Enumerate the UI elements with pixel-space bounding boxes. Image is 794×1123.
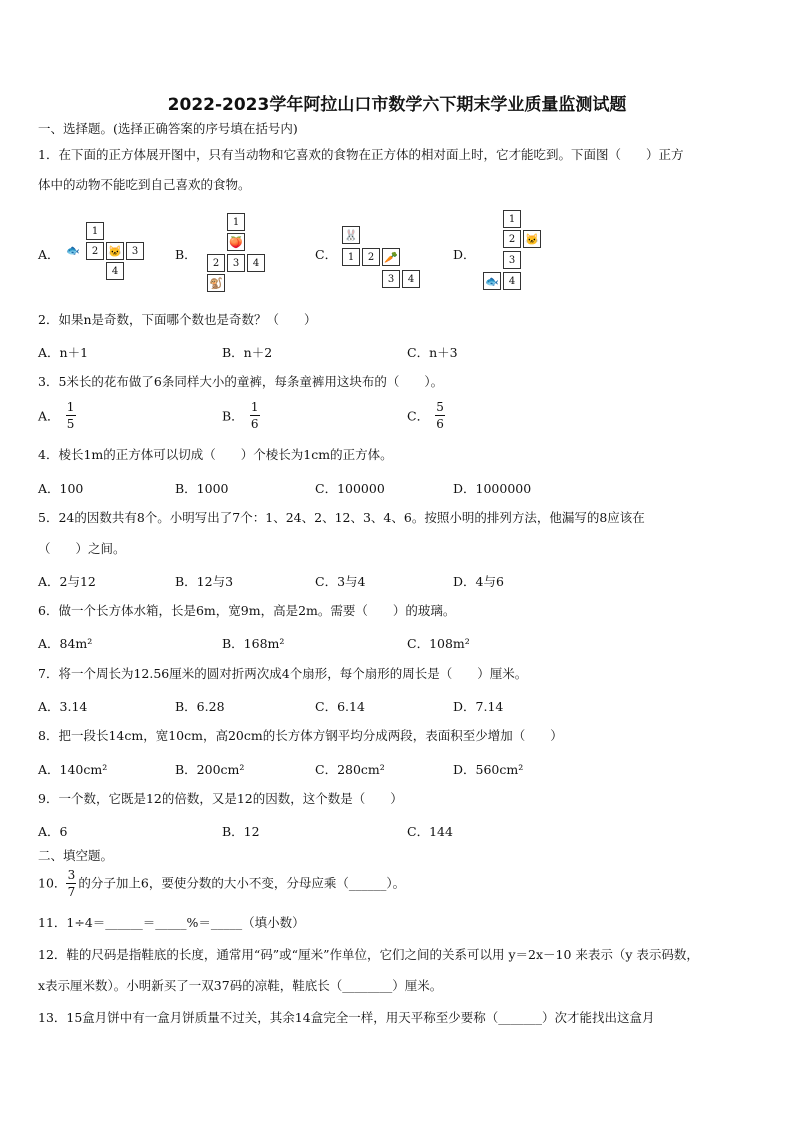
q10-prefix: 10． <box>38 875 67 891</box>
q1-line2: 体中的动物不能吃到自己喜欢的食物。 <box>38 177 251 192</box>
q3-option-c-label: C． <box>407 408 430 424</box>
q5-option-c: C．3与4 <box>315 574 366 589</box>
net-d-cell-1: 1 <box>503 210 521 228</box>
net-b-cell-2: 2 <box>207 254 225 272</box>
rabbit-icon: 🐰 <box>342 226 360 244</box>
fraction-numerator: 5 <box>436 400 444 414</box>
net-c-cell-1: 1 <box>342 248 360 266</box>
q7-option-a: A．3.14 <box>38 699 88 714</box>
q5-option-a: A．2与12 <box>38 574 96 589</box>
q3-text: 3．5米长的花布做了6条同样大小的童裤，每条童裤用这块布的（ ）。 <box>38 374 444 389</box>
q5-option-d: D．4与6 <box>453 574 504 589</box>
cat-icon: 🐱 <box>106 242 124 260</box>
fish-icon: 🐟 <box>483 272 501 290</box>
q3-option-a <box>38 400 76 431</box>
q3-option-b <box>222 400 260 431</box>
q12-line2: x表示厘米数）。小明新买了一双37码的凉鞋，鞋底长（________）厘米。 <box>38 978 443 993</box>
q12-line1: 12．鞋的尺码是指鞋底的长度，通常用“码”或“厘米”作单位，它们之间的关系可以用 y＝2x－10 来表示（y 表示码数， <box>38 947 699 962</box>
q10 <box>38 868 405 899</box>
net-b-cell-4: 4 <box>247 254 265 272</box>
net-d-cell-4: 4 <box>503 272 521 290</box>
q5-option-b: B．12与3 <box>175 574 234 589</box>
q7-text: 7．将一个周长为12.56厘米的圆对折两次成4个扇形，每个扇形的周长是（ ）厘米。 <box>38 666 528 681</box>
fraction-numerator: 1 <box>66 400 75 414</box>
fraction-denominator: 5 <box>66 417 75 431</box>
q9-option-a: A．6 <box>38 824 68 839</box>
net-b-cell-3: 3 <box>227 254 245 272</box>
q3-fraction-a <box>66 400 76 431</box>
net-a-cell-1: 1 <box>86 222 104 240</box>
q1-line1: 1．在下面的正方体展开图中，只有当动物和它喜欢的食物在正方体的相对面上时，它才能吃到。下面图（ ）正方 <box>38 147 684 162</box>
net-c-cell-4: 4 <box>402 270 420 288</box>
q4-option-a: A．100 <box>38 481 84 496</box>
fraction-numerator: 1 <box>250 400 259 414</box>
q8-option-a: A．140cm² <box>38 762 108 777</box>
q8-option-c: C．280cm² <box>315 762 385 777</box>
net-b-cell-1: 1 <box>227 213 245 231</box>
cat-icon: 🐱 <box>523 230 541 248</box>
net-c-cell-2: 2 <box>362 248 380 266</box>
q5-line1: 5．24的因数共有8个。小明写出了7个：1、24、2、12、3、4、6。按照小明的排列方法，他漏写的8应该在 <box>38 510 645 525</box>
q7-option-b: B．6.28 <box>175 699 225 714</box>
q4-text: 4．棱长1m的正方体可以切成（ ）个棱长为1cm的正方体。 <box>38 447 393 462</box>
q1-option-b-label: B． <box>175 247 197 262</box>
q1-option-a-label: A． <box>38 247 60 262</box>
fraction-denominator: 6 <box>250 417 259 431</box>
net-d-cell-3: 3 <box>503 251 521 269</box>
q11-text: 11．1÷4＝______＝_____%＝_____（填小数） <box>38 915 305 930</box>
fish-icon: 🐟 <box>64 242 82 260</box>
q3-option-a-label: A． <box>38 408 60 424</box>
q2-option-c: C．n＋3 <box>407 345 458 360</box>
net-a-cell-4: 4 <box>106 262 124 280</box>
net-c-cell-3: 3 <box>382 270 400 288</box>
q2-option-a: A．n＋1 <box>38 345 89 360</box>
q3-fraction-b <box>250 400 260 431</box>
net-d-cell-2: 2 <box>503 230 521 248</box>
q2-option-b: B．n＋2 <box>222 345 273 360</box>
q9-option-c: C．144 <box>407 824 453 839</box>
q1-option-d-label: D． <box>453 247 476 262</box>
fraction-denominator: 7 <box>67 885 76 899</box>
q3-option-b-label: B． <box>222 408 244 424</box>
q6-option-c: C．108m² <box>407 636 470 651</box>
q8-text: 8．把一段长14cm，宽10cm，高20cm的长方体方钢平均分成两段，表面积至少增加（ ） <box>38 728 563 743</box>
q13-text: 13．15盒月饼中有一盒月饼质量不过关，其余14盒完全一样，用天平称至少要称（_______）次才能找出这盒月 <box>38 1010 655 1025</box>
q6-text: 6．做一个长方体水箱，长是6m，宽9m，高是2m。需要（ ）的玻璃。 <box>38 603 456 618</box>
q4-option-c: C．100000 <box>315 481 385 496</box>
q3-option-c <box>407 400 445 431</box>
section-fill-heading: 二、填空题。 <box>38 848 114 863</box>
q10-fraction <box>66 868 76 899</box>
q9-option-b: B．12 <box>222 824 260 839</box>
q7-option-d: D．7.14 <box>453 699 504 714</box>
q10-text: 的分子加上6，要使分数的大小不变，分母应乘（______）。 <box>78 875 406 891</box>
q4-option-b: B．1000 <box>175 481 229 496</box>
q5-line2: （ ）之间。 <box>38 541 126 556</box>
q8-option-b: B．200cm² <box>175 762 245 777</box>
peach-icon: 🍑 <box>227 233 245 251</box>
monkey-icon: 🐒 <box>207 274 225 292</box>
q3-fraction-c <box>435 400 445 431</box>
net-a-cell-3: 3 <box>126 242 144 260</box>
q1-option-c-label: C． <box>315 247 338 262</box>
page-title: 2022-2023学年阿拉山口市数学六下期末学业质量监测试题 <box>167 95 627 115</box>
q8-option-d: D．560cm² <box>453 762 524 777</box>
fraction-denominator: 6 <box>436 417 444 431</box>
q4-option-d: D．1000000 <box>453 481 532 496</box>
q6-option-a: A．84m² <box>38 636 93 651</box>
fraction-numerator: 3 <box>67 868 76 882</box>
q2-text: 2．如果n是奇数，下面哪个数也是奇数？（ ） <box>38 312 317 327</box>
carrot-icon: 🥕 <box>382 248 400 266</box>
net-a-cell-2: 2 <box>86 242 104 260</box>
q6-option-b: B．168m² <box>222 636 285 651</box>
q7-option-c: C．6.14 <box>315 699 365 714</box>
section-choice-heading: 一、选择题。(选择正确答案的序号填在括号内) <box>38 121 298 136</box>
q9-text: 9．一个数，它既是12的倍数，又是12的因数，这个数是（ ） <box>38 791 403 806</box>
